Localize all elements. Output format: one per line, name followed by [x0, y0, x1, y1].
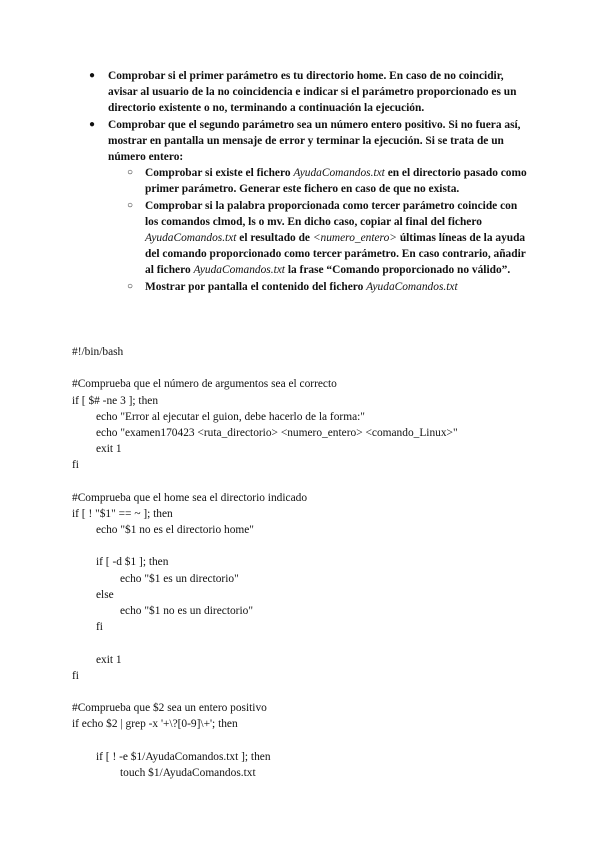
blank-line [72, 538, 458, 554]
code-line: if echo $2 | grep -x '+\?[0-9]\+'; then [72, 718, 238, 731]
circle-bullet-icon: ○ [127, 199, 134, 211]
code-line: echo "examen170423 <ruta_directorio> <numero_entero> <comando_Linux>" [96, 426, 458, 439]
sub-list-item [72, 279, 530, 295]
code-line: if [ $# -ne 3 ]; then [72, 394, 159, 407]
code-line: fi [96, 621, 103, 634]
blank-line [72, 360, 458, 376]
instruction-text: Mostrar por pantalla el contenido del fichero [145, 280, 364, 293]
instruction-text: la frase “Comando proporcionado no válido”. [287, 264, 511, 277]
sub-list-item [72, 198, 530, 279]
file-name: AyudaComandos.txt [145, 232, 237, 245]
code-line: #!/bin/bash [72, 346, 124, 358]
code-line: if [ -d $1 ]; then [96, 556, 169, 569]
code-line: echo "$1 no es el directorio home" [96, 524, 254, 537]
instruction-text: en el directorio pasado como primer parámetro. Generar este fichero en caso de que no exista. [145, 167, 527, 196]
code-line: fi [72, 669, 79, 682]
parameter-name: <numero_entero> [312, 232, 397, 245]
bullet-icon: ● [89, 118, 96, 130]
code-line: fi [72, 459, 79, 472]
sub-list-item [72, 165, 530, 197]
code-line: else [96, 588, 114, 601]
file-name: AyudaComandos.txt [366, 280, 458, 293]
code-line: if [ ! -e $1/AyudaComandos.txt ]; then [96, 750, 271, 763]
file-name: AyudaComandos.txt [293, 167, 385, 180]
code-line: echo "$1 no es un directorio" [120, 605, 253, 617]
code-comment: #Comprueba que $2 sea un entero positivo [72, 702, 267, 715]
code-line: echo "$1 es un directorio" [120, 572, 239, 585]
script-code [72, 344, 458, 781]
code-comment: #Comprueba que el número de argumentos sea el correcto [72, 378, 337, 391]
instruction-text: Comprobar que el segundo parámetro sea un número entero positivo. Si no fuera así, mostrar en pantalla un mensaje de error y terminar la ejecución. Si se trata de un número entero: [108, 118, 521, 164]
blank-line [72, 635, 458, 651]
code-line: if [ ! "$1" == ~ ]; then [72, 507, 173, 520]
code-line: exit 1 [96, 653, 122, 666]
bullet-icon: ● [89, 70, 96, 81]
code-line: touch $1/AyudaComandos.txt [120, 766, 256, 779]
code-comment: #Comprueba que el home sea el directorio indicado [72, 491, 308, 504]
file-name: AyudaComandos.txt [193, 264, 285, 277]
instruction-text: el resultado de [239, 232, 310, 245]
instruction-text: Comprobar si la palabra proporcionada como tercer parámetro coincide con los comandos clmod, ls o mv. En dicho caso, copiar al final del fichero [145, 199, 518, 228]
instruction-text: Comprobar si existe el fichero [145, 167, 291, 180]
instructions-list [72, 68, 530, 295]
code-line: exit 1 [96, 443, 122, 456]
circle-bullet-icon: ○ [127, 280, 134, 292]
instruction-text: Comprobar si el primer parámetro es tu directorio home. En caso de no coincidir, avisar al usuario de la no coincidencia e indicar si el parámetro proporcionado es un directorio existente o no, terminando a continuación la ejecución. [108, 70, 517, 115]
blank-line [72, 474, 458, 490]
blank-line [72, 733, 458, 749]
instruction-text: últimas líneas de la ayuda del comando proporcionado como tercer parámetro. En caso contrario, añadir al fichero [145, 232, 526, 277]
code-line: echo "Error al ejecutar el guion, debe hacerlo de la forma:" [96, 410, 365, 423]
list-item [72, 117, 530, 166]
list-item [72, 68, 530, 117]
circle-bullet-icon: ○ [127, 167, 134, 179]
blank-line [72, 684, 458, 700]
